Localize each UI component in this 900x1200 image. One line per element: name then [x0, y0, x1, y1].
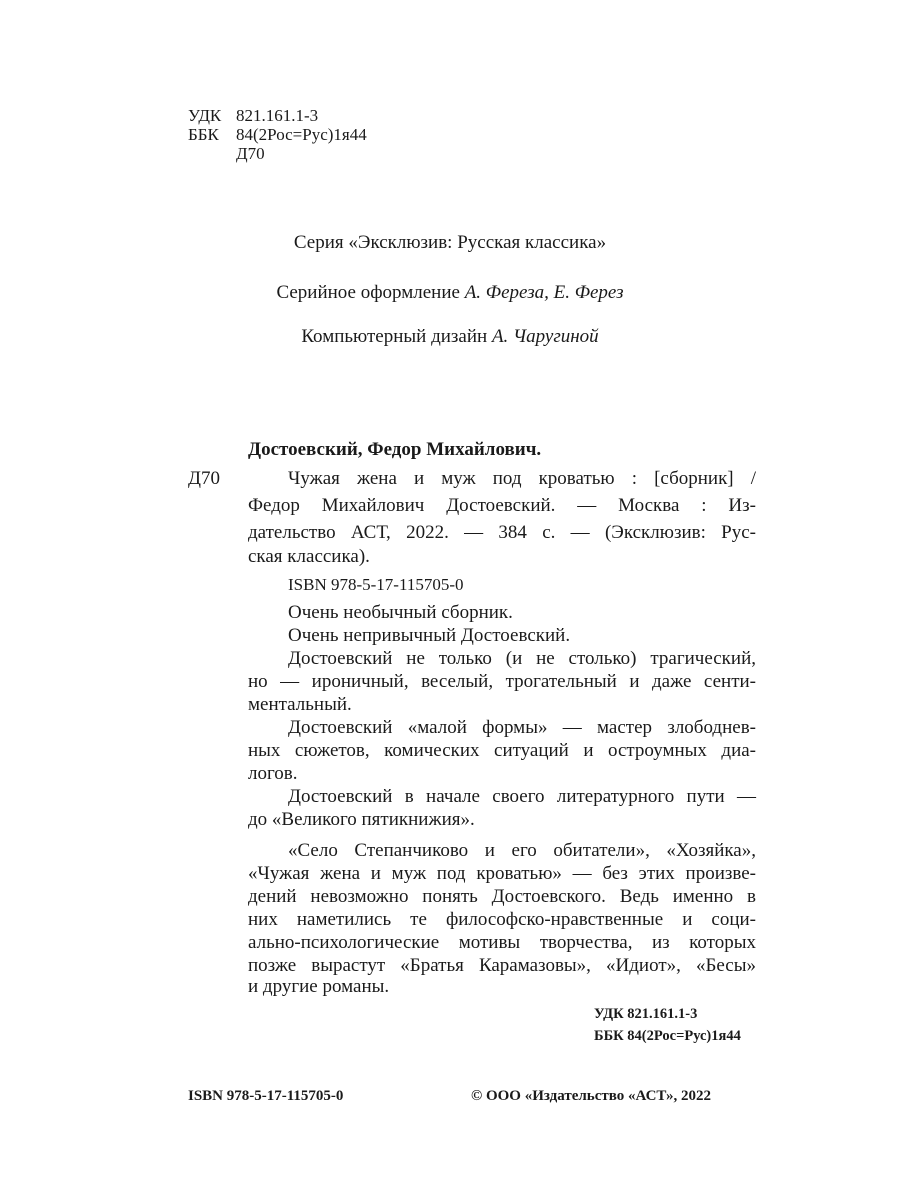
- annotation-line: них наметились те философско-нравственные и соци-: [248, 909, 756, 930]
- record-line: Чужая жена и муж под кроватью : [сборник] /: [288, 468, 756, 489]
- udk-value: 821.161.1-3: [236, 106, 319, 125]
- annotation-line: Достоевский не только (и не столько) трагический,: [288, 648, 756, 669]
- footer-isbn: ISBN 978-5-17-115705-0: [188, 1088, 344, 1104]
- annotation-line: Достоевский «малой формы» — мастер злободнев-: [288, 717, 756, 738]
- annotation-line: «Чужая жена и муж под кроватью» — без этих произве-: [248, 863, 756, 884]
- record-isbn: ISBN 978-5-17-115705-0: [288, 575, 464, 594]
- annotation-line: логов.: [248, 763, 298, 784]
- computer-design-label: Компьютерный дизайн: [301, 326, 488, 347]
- annotation-line: позже вырастут «Братья Карамазовы», «Идиот», «Бесы»: [248, 955, 756, 976]
- bottom-udk: УДК 821.161.1-3: [594, 1006, 698, 1022]
- bbk-value: 84(2Рос=Рус)1я44: [236, 125, 367, 144]
- annotation-line: Очень необычный сборник.: [288, 602, 513, 623]
- annotation-line: Очень непривычный Достоевский.: [288, 625, 571, 646]
- record-line: ская классика).: [248, 546, 370, 567]
- annotation-line: ных сюжетов, комических ситуаций и остроумных диа-: [248, 740, 756, 761]
- design-credit: [0, 282, 900, 304]
- annotation-line: ально-психологические мотивы творчества, из которых: [248, 932, 756, 953]
- bottom-bbk: ББК 84(2Рос=Рус)1я44: [594, 1028, 741, 1044]
- record-mark: Д70: [188, 468, 220, 489]
- annotation-line: и другие романы.: [248, 976, 390, 997]
- annotation-line: Достоевский в начале своего литературного пути —: [288, 786, 756, 807]
- udk-label: УДК: [188, 106, 222, 125]
- annotation-line: ментальный.: [248, 694, 352, 715]
- record-heading: Достоевский, Федор Михайлович.: [248, 439, 542, 460]
- design-label: Серийное оформление: [276, 282, 460, 303]
- annotation-line: но — ироничный, веселый, трогательный и даже сенти-: [248, 671, 756, 692]
- series-line: Серия «Эксклюзив: Русская классика»: [293, 232, 607, 253]
- bbk-label: ББК: [188, 125, 219, 144]
- footer-copyright: © ООО «Издательство «АСТ», 2022: [471, 1088, 712, 1104]
- record-line: Федор Михайлович Достоевский. — Москва : Из-: [248, 495, 756, 516]
- annotation-line: «Село Степанчиково и его обитатели», «Хозяйка»,: [288, 840, 756, 861]
- computer-design-name: А. Чаругиной: [491, 326, 599, 347]
- annotation-line: до «Великого пятикнижия».: [248, 809, 475, 830]
- annotation-line: дений невозможно понять Достоевского. Ведь именно в: [248, 886, 756, 907]
- record-line: дательство АСТ, 2022. — 384 с. — (Эксклюзив: Рус-: [248, 522, 756, 543]
- design-names: А. Фереза, Е. Ферез: [464, 282, 624, 303]
- computer-design-credit: [0, 326, 900, 348]
- author-mark-top: Д70: [236, 144, 265, 163]
